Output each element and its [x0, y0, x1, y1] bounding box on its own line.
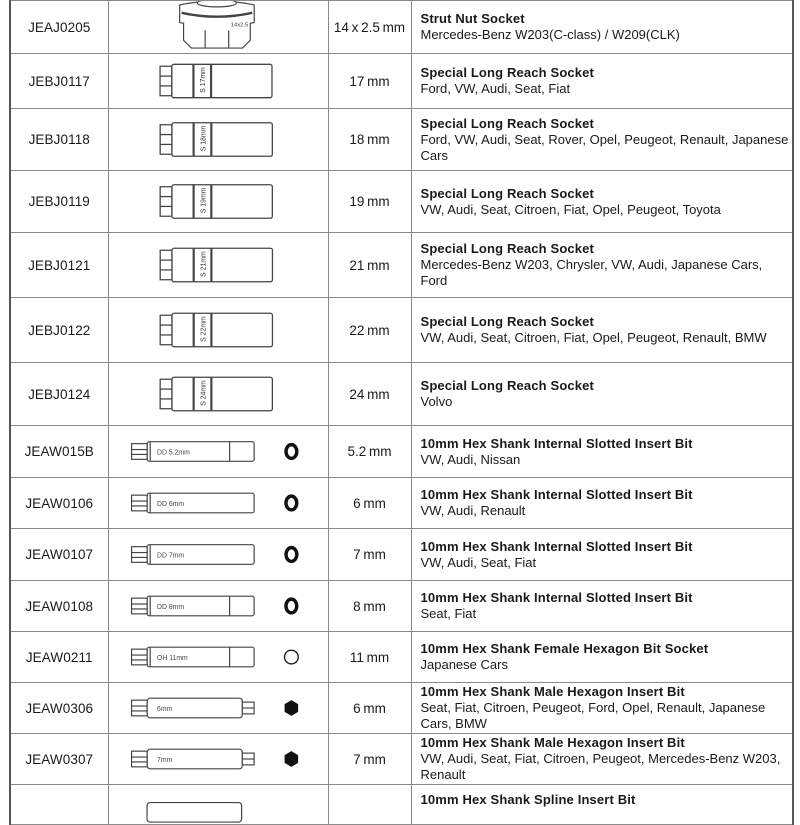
part-drawing-cell — [108, 426, 328, 478]
part-title: Special Long Reach Socket — [420, 241, 595, 256]
spline-bit-icon — [147, 803, 242, 823]
part-title: Special Long Reach Socket — [420, 185, 595, 201]
part-drawing — [109, 734, 328, 784]
socket-size-label: S 24mm — [199, 380, 207, 406]
open-circle-profile-icon — [284, 650, 298, 664]
part-code: JEBJ0124 — [10, 363, 108, 426]
hexagon-profile-icon — [284, 700, 298, 716]
parts-table-sheet — [9, 0, 792, 825]
bit-size-label: 6mm — [156, 705, 172, 713]
part-size: 7 mm — [328, 529, 411, 581]
part-size: 21 mm — [328, 233, 411, 298]
part-size: 7 mm — [328, 734, 411, 785]
table-row — [10, 54, 793, 109]
part-title: 10mm Hex Shank Internal Slotted Insert Bit — [420, 538, 693, 554]
part-code: JEAW0106 — [10, 478, 108, 529]
part-drawing — [109, 683, 328, 733]
part-size — [328, 785, 411, 825]
part-drawing-cell — [108, 298, 328, 363]
socket-size-label: S 18mm — [199, 125, 207, 152]
part-drawing — [109, 581, 328, 631]
table-row — [10, 581, 793, 632]
part-title: Special Long Reach Socket — [420, 378, 595, 393]
part-description — [411, 478, 793, 529]
part-applications: Ford, VW, Audi, Seat, Rover, Opel, Peugeot, Renault, Japanese Cars — [420, 131, 789, 163]
long-socket-icon — [160, 377, 272, 410]
table-row — [10, 426, 793, 478]
part-description — [411, 298, 793, 363]
part-size: 17 mm — [328, 54, 411, 109]
long-socket-icon — [160, 313, 272, 346]
part-applications: VW, Audi, Seat, Citroen, Fiat, Opel, Peugeot, Renault, BMW — [420, 330, 767, 345]
part-code: JEAW0307 — [10, 734, 108, 785]
part-drawing — [109, 529, 328, 580]
part-drawing-cell — [108, 1, 328, 54]
part-description — [411, 734, 793, 785]
part-drawing — [109, 1, 328, 53]
part-title: Strut Nut Socket — [420, 11, 525, 26]
table-row — [10, 529, 793, 581]
table-row — [10, 785, 793, 825]
bit-size-label: OH 11mm — [156, 654, 188, 662]
part-code: JEAW015B — [10, 426, 108, 478]
part-title: 10mm Hex Shank Internal Slotted Insert Bit — [420, 435, 693, 451]
bit-size-label: DD 5.2mm — [156, 449, 190, 457]
part-title: 10mm Hex Shank Internal Slotted Insert Bit — [420, 590, 693, 605]
part-code: JEAW0108 — [10, 581, 108, 632]
part-drawing-cell — [108, 683, 328, 734]
hexagon-profile-icon — [284, 751, 298, 767]
part-applications: Mercedes-Benz W203(C-class) / W209(CLK) — [420, 27, 680, 42]
long-socket-icon — [160, 123, 272, 156]
part-size: 5.2 mm — [328, 426, 411, 478]
part-code: JEBJ0122 — [10, 298, 108, 363]
part-description — [411, 109, 793, 171]
slotted-insert-bit-icon — [131, 647, 254, 667]
table-row — [10, 478, 793, 529]
part-title: 10mm Hex Shank Male Hexagon Insert Bit — [420, 735, 685, 750]
part-drawing — [109, 298, 328, 362]
part-title: Special Long Reach Socket — [420, 65, 595, 80]
part-code: JEBJ0119 — [10, 171, 108, 233]
part-description — [411, 632, 793, 683]
part-applications: VW, Audi, Seat, Fiat, Citroen, Peugeot, Mercedes-Benz W203, Renault — [420, 751, 781, 782]
part-drawing-cell — [108, 529, 328, 581]
slotted-insert-bit-icon — [131, 442, 254, 462]
part-description — [411, 529, 793, 581]
part-description — [411, 1, 793, 54]
hex-insert-bit-icon — [131, 698, 254, 718]
part-code: JEAW0306 — [10, 683, 108, 734]
part-title: 10mm Hex Shank Female Hexagon Bit Socket — [420, 641, 709, 656]
part-description — [411, 171, 793, 233]
slotted-profile-icon — [286, 548, 297, 562]
parts-table — [9, 0, 794, 825]
table-row — [10, 233, 793, 298]
bit-size-label: 7mm — [156, 756, 172, 764]
slotted-profile-icon — [285, 599, 296, 613]
part-code: JEBJ0121 — [10, 233, 108, 298]
part-description — [411, 233, 793, 298]
socket-size-label: S 19mm — [199, 187, 207, 214]
part-description — [411, 54, 793, 109]
part-drawing — [109, 54, 328, 108]
slotted-insert-bit-icon — [131, 545, 254, 565]
part-size: 19 mm — [328, 171, 411, 233]
part-drawing — [109, 363, 328, 425]
table-row — [10, 683, 793, 734]
part-code: JEBJ0117 — [10, 54, 108, 109]
table-row — [10, 171, 793, 233]
bit-size-label: DD 7mm — [156, 552, 184, 560]
bit-size-label: DD 8mm — [156, 603, 184, 611]
part-applications: VW, Audi, Nissan — [420, 451, 521, 467]
part-description — [411, 683, 793, 734]
part-description — [411, 581, 793, 632]
hex-insert-bit-icon — [131, 749, 254, 769]
slotted-profile-icon — [286, 445, 297, 459]
part-drawing-cell — [108, 478, 328, 529]
part-drawing — [109, 785, 328, 824]
part-applications: VW, Audi, Seat, Citroen, Fiat, Opel, Peugeot, Toyota — [420, 201, 721, 217]
part-drawing-cell — [108, 233, 328, 298]
part-size: 18 mm — [328, 109, 411, 171]
socket-size-label: S 17mm — [199, 67, 207, 93]
part-size: 8 mm — [328, 581, 411, 632]
part-applications: Seat, Fiat, Citroen, Peugeot, Ford, Opel, Renault, Japanese Cars, BMW — [420, 700, 766, 731]
part-size: 24 mm — [328, 363, 411, 426]
part-applications: Seat, Fiat — [420, 606, 477, 621]
part-size: 11 mm — [328, 632, 411, 683]
part-code: JEBJ0118 — [10, 109, 108, 171]
socket-size-label: 14x2.5 — [230, 22, 248, 29]
part-drawing-cell — [108, 54, 328, 109]
part-title: 10mm Hex Shank Male Hexagon Insert Bit — [420, 684, 685, 699]
part-drawing-cell — [108, 785, 328, 825]
part-drawing — [109, 478, 328, 528]
long-socket-icon — [160, 64, 272, 97]
part-title: Special Long Reach Socket — [420, 314, 595, 329]
part-code: JEAW0107 — [10, 529, 108, 581]
part-applications: Mercedes-Benz W203, Chrysler, VW, Audi, Japanese Cars, Ford — [420, 257, 763, 288]
socket-size-label: S 21mm — [199, 251, 207, 277]
part-drawing — [109, 109, 328, 170]
table-row — [10, 1, 793, 54]
slotted-insert-bit-icon — [131, 596, 254, 616]
table-row — [10, 632, 793, 683]
part-size: 22 mm — [328, 298, 411, 363]
part-drawing — [109, 171, 328, 232]
part-description — [411, 785, 793, 825]
table-row — [10, 298, 793, 363]
part-description — [411, 363, 793, 426]
part-drawing-cell — [108, 109, 328, 171]
part-drawing-cell — [108, 171, 328, 233]
part-drawing-cell — [108, 734, 328, 785]
socket-size-label: S 22mm — [199, 316, 207, 342]
part-size: 6 mm — [328, 683, 411, 734]
part-drawing-cell — [108, 581, 328, 632]
long-socket-icon — [160, 248, 272, 281]
part-code: JEAW0211 — [10, 632, 108, 683]
part-applications: Volvo — [420, 394, 453, 409]
part-drawing — [109, 233, 328, 297]
part-title: Special Long Reach Socket — [420, 115, 595, 131]
part-drawing-cell — [108, 632, 328, 683]
table-row — [10, 363, 793, 426]
part-description — [411, 426, 793, 478]
part-drawing-cell — [108, 363, 328, 426]
part-code — [10, 785, 108, 825]
part-drawing — [109, 426, 328, 477]
part-applications: VW, Audi, Seat, Fiat — [420, 554, 537, 570]
slotted-profile-icon — [285, 496, 296, 510]
table-row — [10, 109, 793, 171]
bit-size-label: DD 6mm — [156, 500, 184, 508]
long-socket-icon — [160, 185, 272, 218]
table-row — [10, 734, 793, 785]
part-drawing — [109, 632, 328, 682]
slotted-insert-bit-icon — [131, 493, 254, 513]
part-applications: Japanese Cars — [420, 657, 508, 672]
part-code: JEAJ0205 — [10, 1, 108, 54]
part-size: 6 mm — [328, 478, 411, 529]
part-applications: Ford, VW, Audi, Seat, Fiat — [420, 81, 571, 96]
part-title: 10mm Hex Shank Spline Insert Bit — [420, 792, 636, 807]
part-title: 10mm Hex Shank Internal Slotted Insert Bit — [420, 487, 693, 502]
part-size: 14 x 2.5 mm — [328, 1, 411, 54]
part-applications: VW, Audi, Renault — [420, 503, 526, 518]
